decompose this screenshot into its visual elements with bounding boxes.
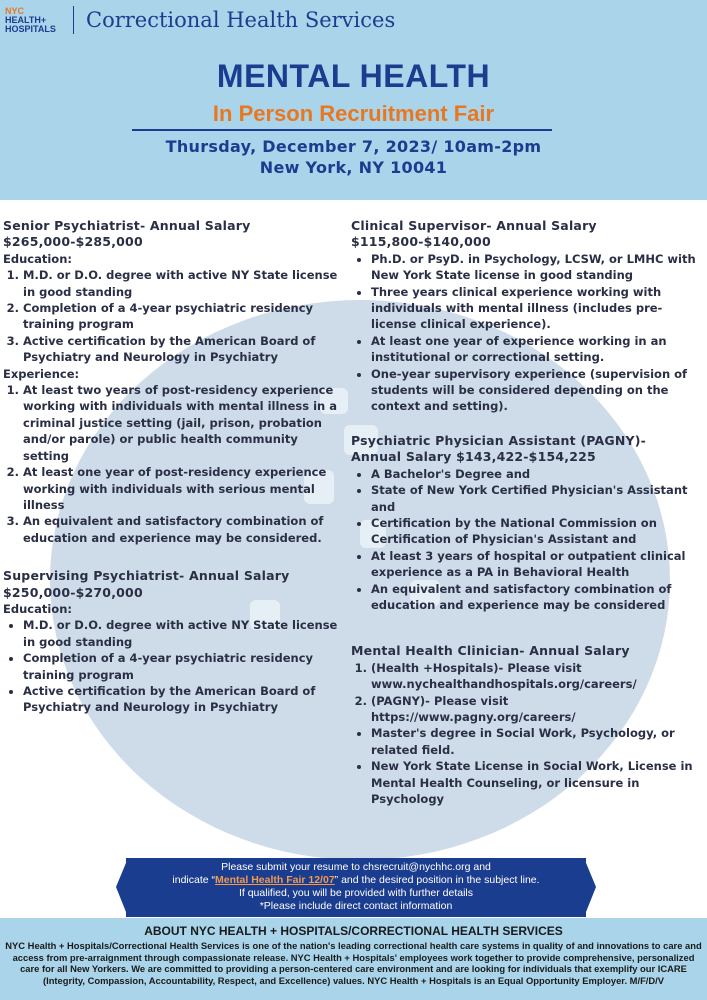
experience-list <box>3 382 343 546</box>
clinical-supervisor-section <box>351 218 703 415</box>
submit-line-4: *Please include direct contact information <box>259 900 453 912</box>
submit-line-2-pre: indicate “ <box>172 874 216 886</box>
list-item: • New York State License in Social Work, License in Mental Health Counseling, or licensure in Psychology <box>371 758 703 807</box>
right-column <box>351 218 703 807</box>
list-item: 3. Active certification by the American Board of Psychiatry and Neurology in Psychiatry <box>23 333 343 366</box>
submit-line-1: Please submit your resume to chsrecruit@nychhc.org and <box>221 861 491 873</box>
list-item: • Three years clinical experience working with individuals with mental illness (includes pre-license clinical experience). <box>371 284 703 333</box>
mental-health-clinician-section <box>351 643 703 807</box>
section-title: Clinical Supervisor- Annual Salary <box>351 218 597 233</box>
education-label: Education: <box>3 601 72 616</box>
page-subtitle: In Person Recruitment Fair <box>212 101 495 126</box>
header-banner <box>0 0 707 200</box>
list-item: 2. At least one year of post-residency experience working with individuals with serious mental illness <box>23 464 343 513</box>
list-item: • Completion of a 4-year psychiatric residency training program <box>23 650 343 683</box>
list-item: • A Bachelor's Degree and <box>371 466 703 482</box>
page-title: MENTAL HEALTH <box>216 58 491 94</box>
event-location: New York, NY 10041 <box>259 158 448 177</box>
list-item: • An equivalent and satisfactory combination of education and experience may be considered <box>371 581 703 614</box>
list-item: 3. An equivalent and satisfactory combination of education and experience may be considered. <box>23 513 343 546</box>
title-underline <box>132 129 552 131</box>
list-item: 2. (PAGNY)- Please visit https://www.pagny.org/careers/ <box>371 693 703 726</box>
submit-line-3: If qualified, you will be provided with further details <box>238 887 474 899</box>
list-item: • M.D. or D.O. degree with active NY State license in good standing <box>23 617 343 650</box>
submission-banner <box>126 858 586 917</box>
logo-health: HEALTH+ <box>5 15 47 25</box>
education-list <box>3 267 343 365</box>
list-item: • One-year supervisory experience (supervision of students will be considered depending on the context and setting). <box>371 366 703 415</box>
list-item: • Ph.D. or PsyD. in Psychology, LCSW, or LMHC with New York State license in good standing <box>371 251 703 284</box>
section-title: Psychiatric Physician Assistant (PAGNY)- <box>351 432 647 448</box>
submit-line-2-post: ” and the desired position in the subject line. <box>334 874 540 886</box>
event-date: Thursday, December 7, 2023/ 10am-2pm <box>165 137 542 156</box>
section-title: Mental Health Clinician- Annual Salary <box>351 643 630 659</box>
apply-links-list <box>351 660 703 726</box>
supervising-psychiatrist-section <box>3 568 343 716</box>
list-item: • Certification by the National Commission on Certification of Physician's Assistant and <box>371 515 703 548</box>
salary: $265,000-$285,000 <box>3 234 143 250</box>
requirements-list <box>351 251 703 415</box>
senior-psychiatrist-section <box>3 218 343 546</box>
salary: $250,000-$270,000 <box>3 584 143 600</box>
salary: Annual Salary $143,422-$154,225 <box>351 449 596 465</box>
subject-line-highlight: Mental Health Fair 12/07 <box>215 874 335 886</box>
nyc-health-hospitals-logo <box>5 7 65 34</box>
about-footer <box>0 918 707 1000</box>
left-column <box>3 218 343 716</box>
list-item: • At least 3 years of hospital or outpatient clinical experience as a PA in Behavioral Health <box>371 548 703 581</box>
physician-assistant-section <box>351 433 703 613</box>
section-title: Senior Psychiatrist- Annual Salary <box>3 218 251 233</box>
experience-label: Experience: <box>3 366 80 381</box>
requirements-list <box>351 466 703 614</box>
salary: $115,800-$140,000 <box>351 234 491 250</box>
list-item: 1. (Health +Hospitals)- Please visit www.nychealthandhospitals.org/careers/ <box>371 660 703 693</box>
footer-body: NYC Health + Hospitals/Correctional Health Services is one of the nation's leading correctional health care systems in quality of and innovations to care and access from pre-arraignment through compassionate release. NYC Health + Hospitals' employees work together to provide comprehensive, personalized care for all New Yorkers. We are committed to providing a person-centered care environment and are looking for individuals that exemplify our ICARE (Integrity, Compassion, Accountability, Respect, and Excellence) values. NYC Health + Hospitals is an Equal Opportunity Employer. M/F/D/V <box>5 940 702 986</box>
list-item: 2. Completion of a 4-year psychiatric residency training program <box>23 300 343 333</box>
brand-name: Correctional Health Services <box>86 8 396 32</box>
footer-title: ABOUT NYC HEALTH + HOSPITALS/CORRECTIONAL HEALTH SERVICES <box>144 924 563 938</box>
logo-nyc: NYC <box>5 6 25 16</box>
education-list <box>3 617 343 715</box>
list-item: • At least one year of experience working in an institutional or correctional setting. <box>371 333 703 366</box>
list-item: • State of New York Certified Physician's Assistant and <box>371 482 703 515</box>
submit-line-2 <box>126 874 586 887</box>
section-title: Supervising Psychiatrist- Annual Salary <box>3 568 290 584</box>
list-item: • Active certification by the American Board of Psychiatry and Neurology in Psychiatry <box>23 683 343 716</box>
list-item: 1. At least two years of post-residency experience working with individuals with mental illness in a criminal justice setting (jail, prison, probation and/or parole) or public health community setting <box>23 382 343 464</box>
requirements-list <box>351 725 703 807</box>
list-item: 1. M.D. or D.O. degree with active NY State license in good standing <box>23 267 343 300</box>
education-label: Education: <box>3 251 72 266</box>
list-item: • Master's degree in Social Work, Psychology, or related field. <box>371 725 703 758</box>
logo-divider <box>73 6 74 34</box>
logo-hospitals: HOSPITALS <box>5 24 56 34</box>
